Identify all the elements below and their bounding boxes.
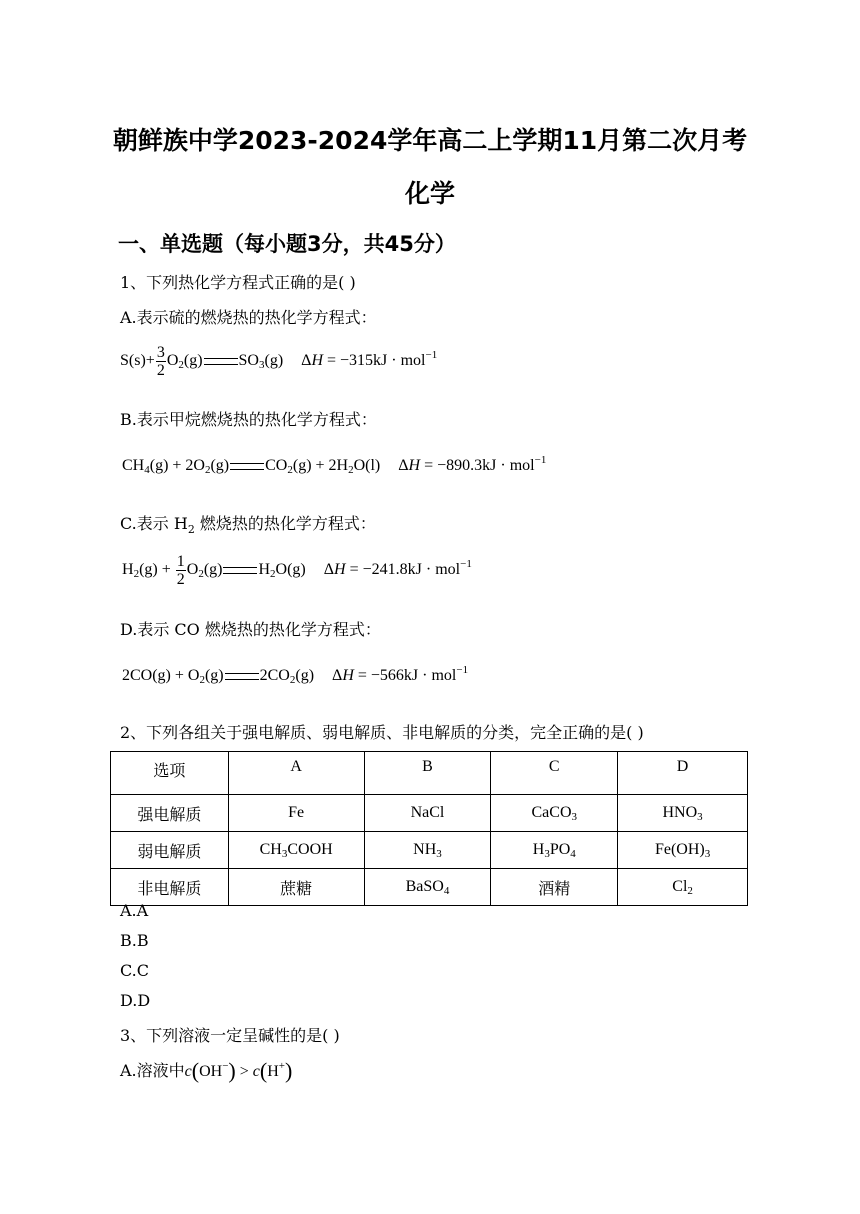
- table-cell: 酒精: [491, 869, 618, 906]
- table-header-cell: A: [228, 752, 364, 795]
- q1-option-d-label: D.表示 CO 燃烧热的热化学方程式：: [120, 620, 381, 639]
- q1-option-c-equation: $H_2(g)$ + $\frac{1}{2}$ $O_2(g)$ $H_2O(g) \Delta H = -241.8kJ \cdot mol^{-1}$: [122, 553, 472, 588]
- table-header-cell: B: [364, 752, 491, 795]
- q2-option-a: A.A: [120, 901, 149, 920]
- table-cell: $CH_3COOH$: [228, 832, 364, 869]
- q1-option-a-equation: S(s)+ $\frac{3}{2}$ $O_2(g)$ $SO_3(g) \Delta H = -315kJ \cdot mol^{-1}$: [120, 344, 438, 379]
- q3-stem: 3、下列溶液一定呈碱性的是( ): [120, 1026, 340, 1045]
- table-row: [111, 795, 748, 832]
- q1-option-c-label-pre: C.表示 H: [120, 514, 188, 533]
- table-cell: 弱电解质: [111, 832, 229, 869]
- q2-option-b: B.B: [120, 931, 149, 950]
- q2-option-d: D.D: [120, 991, 151, 1010]
- table-header-cell: D: [618, 752, 748, 795]
- table-cell: $NH_3$: [364, 832, 491, 869]
- q3-option-a-label: A.溶液中: [120, 1061, 185, 1080]
- table-cell: 非电解质: [111, 869, 229, 906]
- section-heading: 一、单选题（每小题3分，共45分）: [118, 232, 456, 256]
- page-subtitle: 化学: [404, 179, 455, 208]
- table-cell: $H_3PO_4$: [491, 832, 618, 869]
- table-cell: 蔗糖: [228, 869, 364, 906]
- table-cell: 强电解质: [111, 795, 229, 832]
- table-cell: $HNO_3$: [618, 795, 748, 832]
- table-cell: Fe: [228, 795, 364, 832]
- q2-option-c: C.C: [120, 961, 149, 980]
- q3-option-a-expression: c(OH−) > c(H+): [184, 1058, 293, 1083]
- table-row: [111, 832, 748, 869]
- table-cell: CaCO$_3$: [491, 795, 618, 832]
- table-cell: $Cl_2$: [618, 869, 748, 906]
- q1-option-d-equation: $2CO(g) + O_2(g)$ $2CO_2(g) \Delta H = -566kJ \cdot mol^{-1}$: [122, 664, 469, 686]
- page-title: 朝鲜族中学2023-2024学年高二上学期11月第二次月考: [112, 126, 748, 155]
- q2-stem: 2、下列各组关于强电解质、弱电解质、非电解质的分类，完全正确的是( ): [120, 723, 644, 742]
- q2-table: [110, 751, 748, 906]
- table-header-row: [111, 752, 748, 795]
- table-cell: NaCl: [364, 795, 491, 832]
- q3-option-a: [120, 1058, 292, 1084]
- table-header-cell: 选项: [111, 752, 229, 795]
- q1-option-c-label-post: 燃烧热的热化学方程式：: [194, 514, 376, 533]
- q1-option-b-label: B.表示甲烷燃烧热的热化学方程式：: [120, 410, 377, 429]
- q1-stem: 1、下列热化学方程式正确的是( ): [120, 273, 356, 292]
- table-header-cell: C: [491, 752, 618, 795]
- q1-option-c-label: [120, 511, 376, 536]
- q1-option-a-label: A.表示硫的燃烧热的热化学方程式：: [120, 308, 377, 327]
- table-row: [111, 869, 748, 906]
- q1-option-b-equation: $CH_4(g) + 2O_2(g) CO_2(g) + 2H_2O(l) \Delta H = -890.3kJ \cdot mol^{-1}$: [122, 454, 547, 476]
- q1-option-c-label-sub: 2: [187, 523, 195, 537]
- table-cell: $Fe(OH)_3$: [618, 832, 748, 869]
- table-cell: BaSO$_4$: [364, 869, 491, 906]
